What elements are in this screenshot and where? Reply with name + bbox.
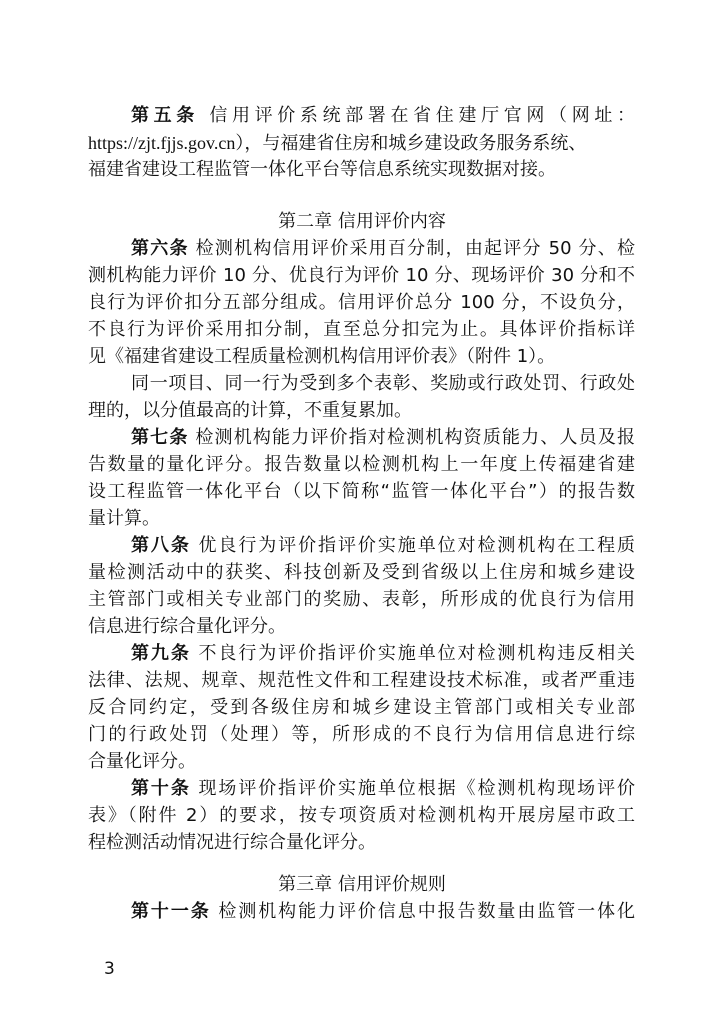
- article10-line-3: 程检测活动情况进行综合量化评分。: [88, 832, 376, 853]
- article6-line-4: 不良行为评价采用扣分制，直至总分扣完为止。具体评价指标详: [88, 319, 635, 340]
- article8-line-2: 量检测活动中的获奖、科技创新及受到省级以上住房和城乡建设: [88, 562, 635, 583]
- article9-line-1: [131, 641, 635, 667]
- article11-line-1: [131, 899, 635, 925]
- article5-line-1: [131, 103, 635, 129]
- article11-label: 第十一条: [131, 901, 211, 922]
- article5-url: https://zjt.fjjs.gov.cn: [88, 133, 236, 153]
- chapter-2-heading: 第二章 信用评价内容: [278, 211, 446, 232]
- article10-line-1: [131, 776, 635, 802]
- article9-line-5: 合量化评分。: [88, 751, 196, 772]
- article8-line-3: 主管部门或相关专业部门的奖励、表彰，所形成的优良行为信用: [88, 589, 635, 610]
- article7-text-1: 检测机构能力评价指对检测机构资质能力、人员及报: [195, 427, 635, 448]
- article9-text-1: 不良行为评价指评价实施单位对检测机构违反相关: [198, 643, 635, 664]
- article6-line-1: [131, 236, 635, 262]
- article7-line-2: 告数量的量化评分。报告数量以检测机构上一年度上传福建省建: [88, 454, 635, 475]
- article7-line-1: [131, 425, 635, 451]
- article7-label: 第七条: [131, 427, 189, 448]
- article6-line-2: 测机构能力评价 10 分、优良行为评价 10 分、现场评价 30 分和不: [88, 265, 635, 286]
- article9-line-3: 反合同约定，受到各级住房和城乡建设主管部门或相关专业部: [88, 697, 635, 718]
- article5-line-3: 福建省建设工程监管一体化平台等信息系统实现数据对接。: [88, 159, 556, 180]
- article8-label: 第八条: [131, 535, 191, 556]
- same-item-line-1: 同一项目、同一行为受到多个表彰、奖励或行政处罚、行政处: [131, 373, 635, 394]
- article5-text-1: 信用评价系统部署在省住建厅官网（网址：: [209, 105, 635, 126]
- article11-text-1: 检测机构能力评价信息中报告数量由监管一体化: [218, 901, 635, 922]
- article6-line-3: 良行为评价扣分五部分组成。信用评价总分 100 分，不设负分，: [88, 292, 635, 313]
- same-item-line-2: 理的，以分值最高的计算，不重复累加。: [88, 400, 412, 421]
- article8-text-1: 优良行为评价指评价实施单位对检测机构在工程质: [198, 535, 635, 556]
- article6-label: 第六条: [131, 238, 189, 259]
- article9-line-4: 门的行政处罚（处理）等，所形成的不良行为信用信息进行综: [88, 724, 635, 745]
- article9-label: 第九条: [131, 643, 191, 664]
- article6-text-1: 检测机构信用评价采用百分制，由起评分 50 分、检: [195, 238, 635, 259]
- article7-line-3: 设工程监管一体化平台（以下简称“监管一体化平台”）的报告数: [88, 481, 635, 502]
- article8-line-4: 信息进行综合量化评分。: [88, 616, 286, 637]
- article10-text-1: 现场评价指评价实施单位根据《检测机构现场评价: [198, 778, 635, 799]
- article10-label: 第十条: [131, 778, 191, 799]
- page-number: 3: [104, 959, 115, 979]
- article8-line-1: [131, 533, 635, 559]
- article6-line-5: 见《福建省建设工程质量检测机构信用评价表》（附件 1）。: [88, 346, 556, 367]
- article5-text-2: ），与福建省住房和城乡建设政务服务系统、: [235, 133, 587, 154]
- article5-line-2: [88, 130, 635, 156]
- article7-line-4: 量计算。: [88, 508, 160, 529]
- article5-label: 第五条: [131, 105, 199, 126]
- chapter-3-heading: 第三章 信用评价规则: [278, 874, 446, 895]
- article10-line-2: 表》（附件 2）的要求，按专项资质对检测机构开展房屋市政工: [88, 805, 635, 826]
- article9-line-2: 法律、法规、规章、规范性文件和工程建设技术标准，或者严重违: [88, 670, 635, 691]
